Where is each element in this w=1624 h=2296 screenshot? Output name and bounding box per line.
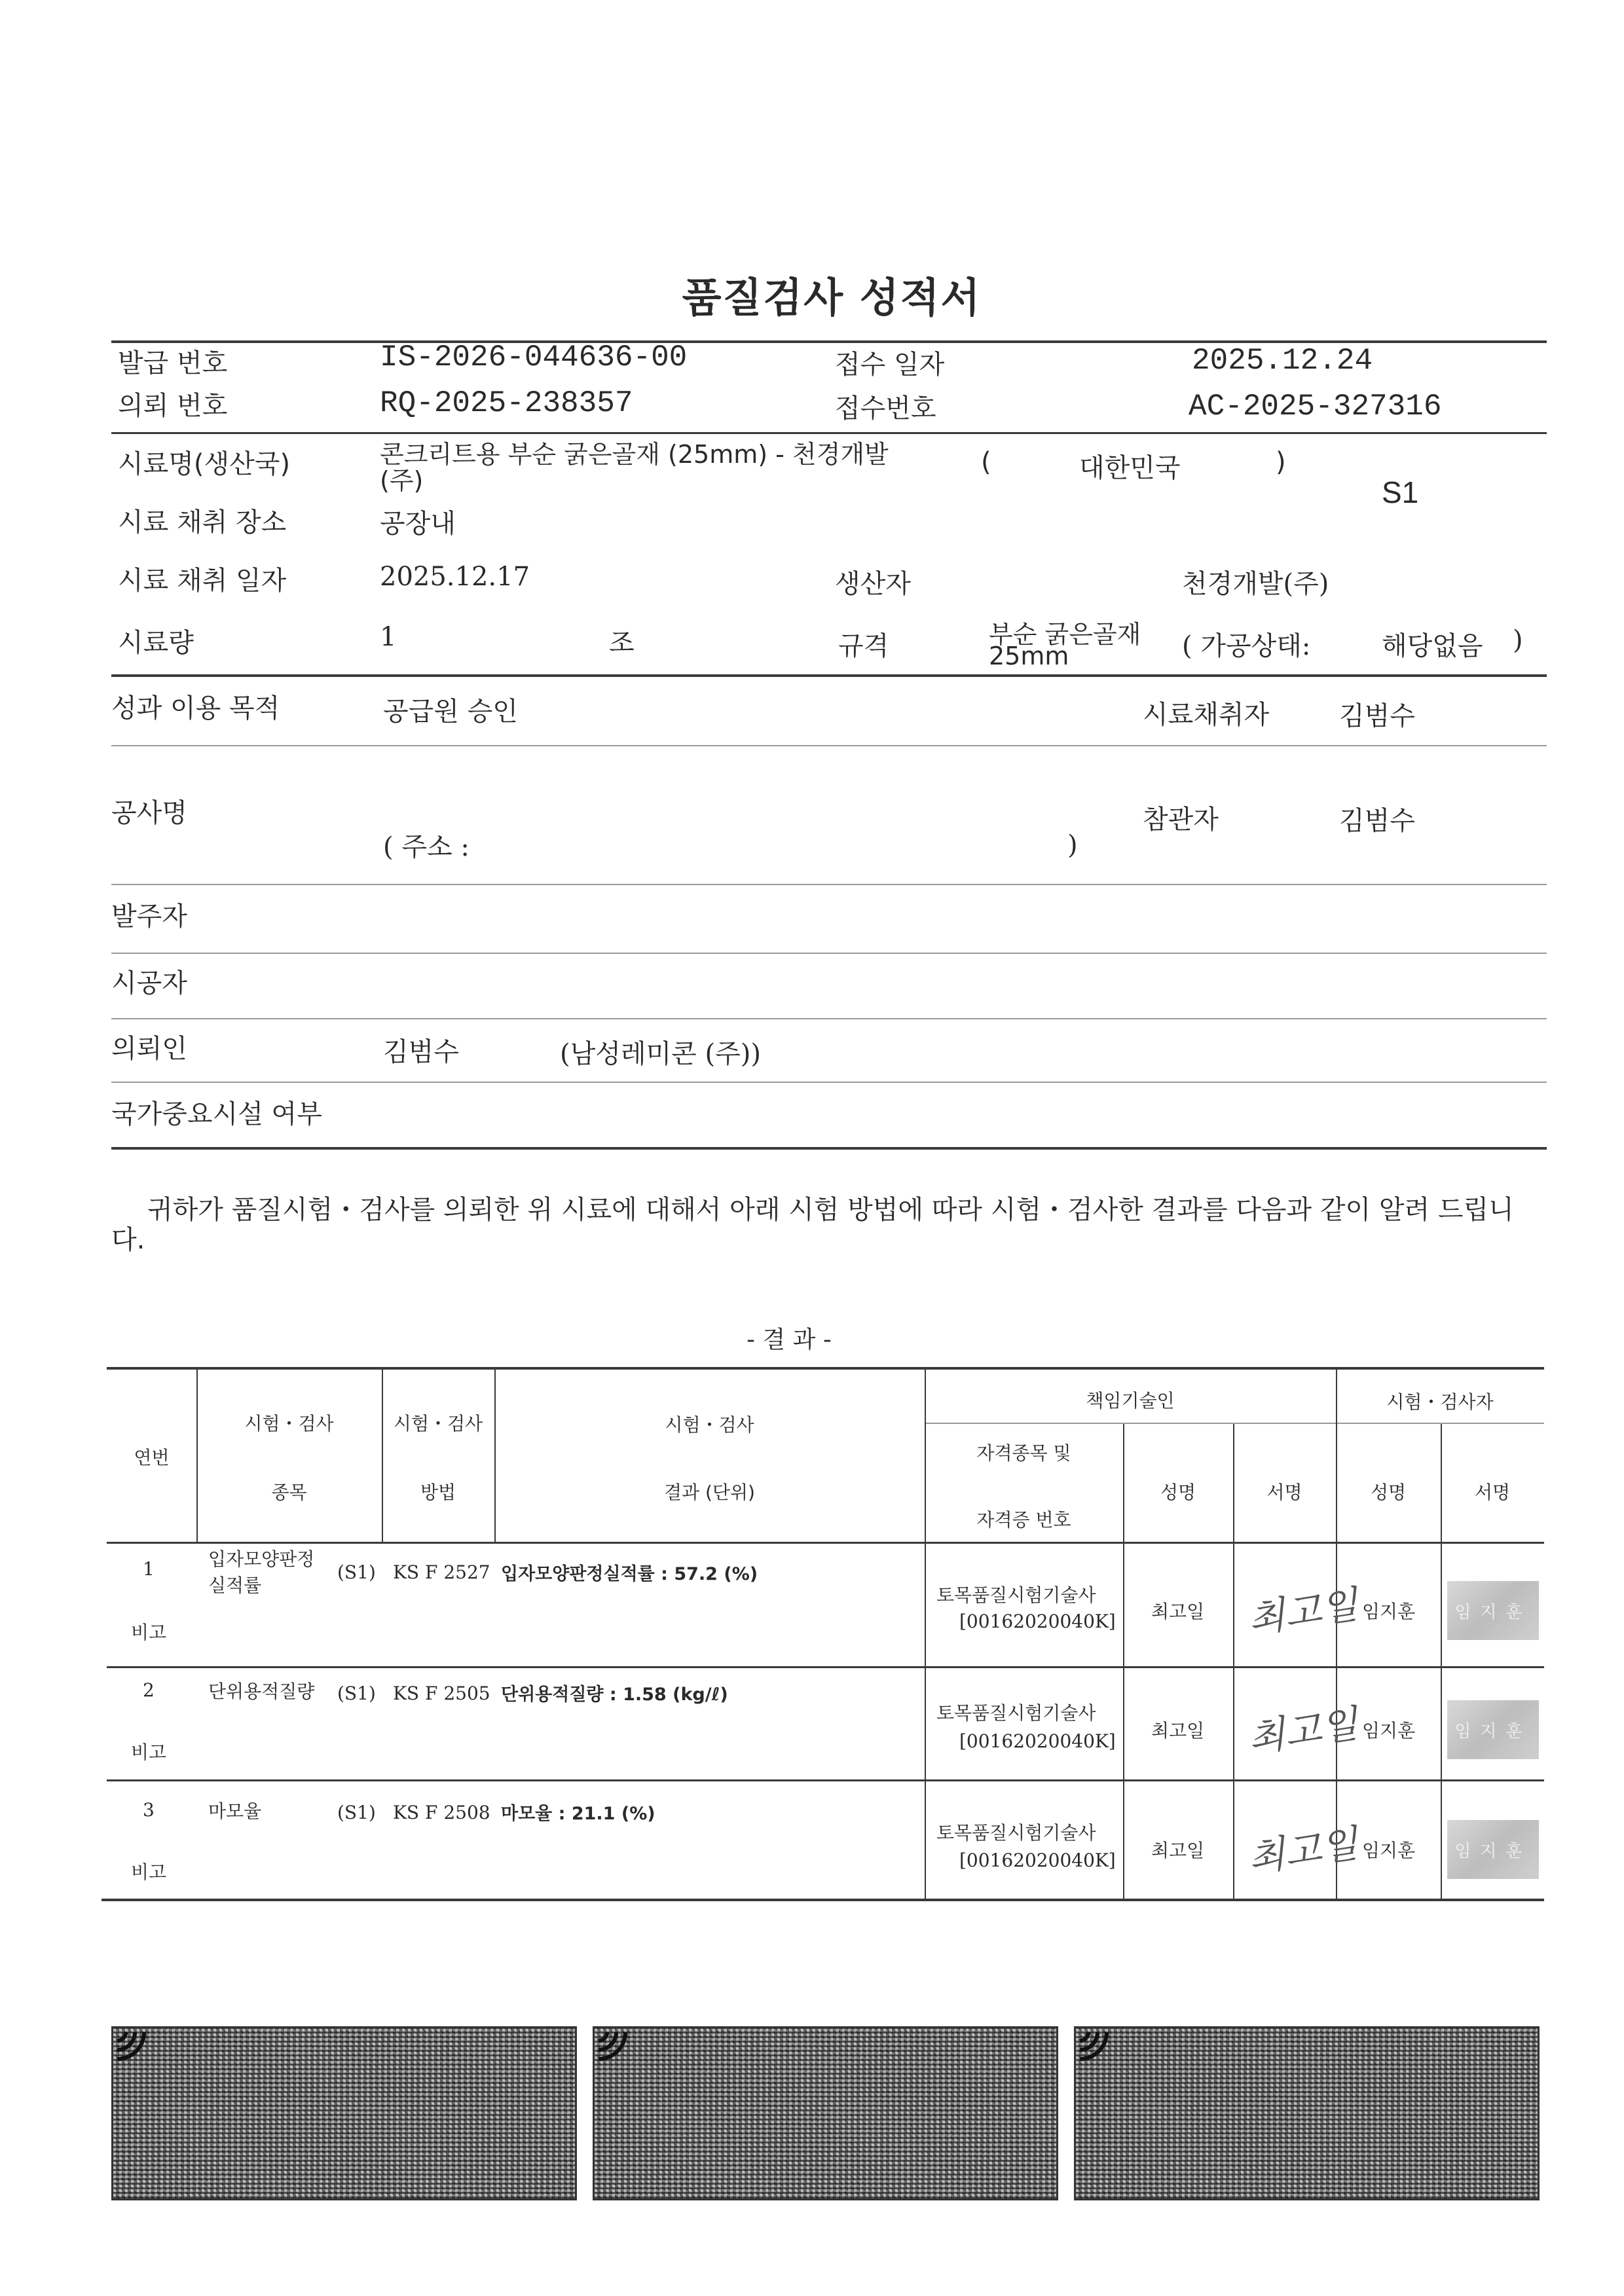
row1-no: 1 [143, 1558, 155, 1580]
row3-no: 3 [143, 1799, 155, 1821]
row2-eng-name: 최고일 [1151, 1720, 1205, 1741]
row1-item-line2: 실적률 [208, 1575, 262, 1596]
row1-remark-label: 비고 [131, 1622, 167, 1643]
row1-tester-name: 임지훈 [1362, 1601, 1416, 1622]
witness-label: 참관자 [1143, 805, 1219, 835]
request-no-label: 의뢰 번호 [118, 391, 228, 421]
producer: 천경개발(주) [1182, 569, 1329, 599]
sample-name-line1: 콘크리트용 부순 굵은골재 (25mm) - 천경개발 [380, 440, 889, 469]
row2-method: KS F 2505 [393, 1683, 490, 1704]
request-no: RQ-2025-238357 [380, 386, 633, 420]
header-top-border [111, 340, 1547, 343]
header-result-1: 시험・검사 [665, 1414, 754, 1436]
processing-close: ) [1513, 625, 1523, 655]
requester-label: 의뢰인 [111, 1034, 187, 1064]
address-label: ( 주소 : [383, 832, 470, 862]
spec-line2: 25mm [989, 642, 1069, 670]
table-bottom-border [101, 1899, 1544, 1901]
sampler: 김범수 [1339, 701, 1415, 731]
row2-item-line1: 단위용적질량 [208, 1681, 315, 1702]
security-pattern-1 [111, 2026, 577, 2200]
country-open: ( [981, 447, 991, 477]
sample-bottom-border [111, 674, 1547, 677]
sample-place-label: 시료 채취 장소 [118, 507, 287, 538]
vline-method [494, 1367, 496, 1544]
requester-divider [111, 1082, 1547, 1083]
header-item-1: 시험・검사 [244, 1413, 334, 1434]
header-method-1: 시험・검사 [393, 1413, 483, 1434]
row2-sample: (S1) [337, 1683, 376, 1704]
row2-result: 단위용적질량 : 1.58 (kg/ℓ) [501, 1685, 728, 1705]
header-engineer: 책임기술인 [1086, 1390, 1175, 1412]
security-pattern-3 [1074, 2026, 1540, 2200]
contractor-label: 시공자 [111, 968, 187, 998]
row3-qual: 토목품질시험기술사 [936, 1822, 1096, 1844]
national-facility-label: 국가중요시설 여부 [111, 1099, 322, 1129]
table-top-border [107, 1367, 1544, 1370]
requester: 김범수 [383, 1037, 459, 1067]
row3-remark-label: 비고 [131, 1861, 167, 1883]
row1-eng-name: 최고일 [1151, 1601, 1205, 1622]
row3-item-line1: 마모율 [208, 1800, 262, 1822]
project-label: 공사명 [111, 798, 187, 828]
issue-no: IS-2026-044636-00 [380, 340, 688, 374]
producer-label: 생산자 [835, 569, 911, 599]
header-result-2: 결과 (단위) [664, 1482, 755, 1503]
row2-eng-signature: 최고일 [1245, 1701, 1361, 1761]
receipt-no: AC-2025-327316 [1189, 390, 1442, 424]
row2-tester-name: 임지훈 [1362, 1720, 1416, 1741]
row1-eng-signature: 최고일 [1245, 1582, 1361, 1642]
security-pattern-2 [593, 2026, 1058, 2200]
client-label: 발주자 [111, 902, 187, 932]
row2-tester-stamp: 임지훈 [1447, 1700, 1539, 1759]
row3-sample: (S1) [337, 1802, 376, 1823]
document-title: 품질검사 성적서 [682, 274, 982, 321]
receipt-date-label: 접수 일자 [835, 350, 945, 380]
row2-qual: 토목품질시험기술사 [936, 1702, 1096, 1724]
country-close: ) [1276, 447, 1286, 477]
witness: 김범수 [1339, 806, 1415, 836]
purpose-label: 성과 이용 목적 [111, 693, 280, 723]
row3-eng-name: 최고일 [1151, 1840, 1205, 1861]
header-qual-2: 자격증 번호 [976, 1509, 1071, 1531]
sample-place: 공장내 [380, 509, 456, 539]
notice-paragraph: 귀하가 품질시험・검사를 의뢰한 위 시료에 대해서 아래 시험 방법에 따라 시험・검사한 결과를 다음과 같이 알려 드립니다. [111, 1195, 1514, 1255]
table-header-subdivider [925, 1423, 1544, 1424]
row1-qual-no: [00162020040K] [959, 1611, 1116, 1632]
sampler-label: 시료채취자 [1143, 700, 1270, 730]
processing-label: ( 가공상태: [1182, 631, 1311, 661]
purpose-divider [111, 745, 1547, 746]
sample-date: 2025.12.17 [380, 562, 530, 592]
row3-method: KS F 2508 [393, 1802, 490, 1823]
receipt-date: 2025.12.24 [1192, 344, 1373, 378]
spec-line1: 부순 굵은골재 [989, 620, 1141, 649]
project-divider [111, 884, 1547, 885]
header-eng-sign: 서명 [1266, 1482, 1302, 1503]
row1-qual: 토목품질시험기술사 [936, 1584, 1096, 1606]
requester-company: (남성레미콘 (주)) [560, 1039, 761, 1069]
usage-bottom-border [111, 1147, 1547, 1150]
purpose: 공급원 승인 [383, 697, 518, 727]
row3-qual-no: [00162020040K] [959, 1850, 1116, 1871]
header-item-2: 종목 [271, 1482, 307, 1503]
header-eng-name: 성명 [1160, 1482, 1196, 1503]
vline-item [382, 1367, 383, 1544]
results-heading: - 결 과 - [747, 1326, 832, 1353]
receipt-no-label: 접수번호 [835, 393, 936, 424]
row3-tester-name: 임지훈 [1362, 1840, 1416, 1861]
row2-remark-label: 비고 [131, 1741, 167, 1763]
row3-result: 마모율 : 21.1 (%) [501, 1804, 655, 1824]
sample-date-label: 시료 채취 일자 [118, 566, 287, 596]
address-close: ) [1067, 830, 1078, 860]
row2-qual-no: [00162020040K] [959, 1730, 1116, 1752]
row1-result: 입자모양판정실적률 : 57.2 (%) [501, 1564, 758, 1584]
row1-tester-stamp: 임지훈 [1447, 1581, 1539, 1640]
table-header-bottom [107, 1542, 1544, 1544]
sample-name-line2: (주) [380, 466, 424, 495]
qty: 1 [380, 622, 397, 652]
row1-item-line1: 입자모양판정 [208, 1548, 315, 1570]
row1-method: KS F 2527 [393, 1561, 490, 1583]
vline-no [196, 1367, 198, 1544]
header-no: 연번 [134, 1447, 170, 1468]
row2-no: 2 [143, 1679, 155, 1701]
header-qual-1: 자격종목 및 [976, 1442, 1071, 1464]
row3-eng-signature: 최고일 [1245, 1821, 1361, 1881]
spec-label: 규격 [838, 631, 889, 661]
row1-sample: (S1) [337, 1561, 376, 1583]
issue-no-label: 발급 번호 [118, 348, 228, 378]
qty-unit: 조 [609, 628, 635, 658]
country: 대한민국 [1079, 453, 1181, 483]
sample-name-label: 시료명(생산국) [118, 449, 291, 479]
row2-bottom [107, 1779, 1544, 1781]
processing: 해당없음 [1382, 631, 1483, 661]
contractor-divider [111, 1018, 1547, 1019]
sample-code: S1 [1382, 475, 1419, 509]
header-tester-sign: 서명 [1474, 1482, 1511, 1503]
header-tester: 시험・검사자 [1386, 1391, 1494, 1413]
row1-bottom [107, 1666, 1544, 1668]
header-tester-name: 성명 [1370, 1482, 1407, 1503]
client-divider [111, 953, 1547, 954]
header-method-2: 방법 [420, 1482, 456, 1503]
row3-tester-stamp: 임지훈 [1447, 1820, 1539, 1879]
qty-label: 시료량 [118, 628, 194, 658]
